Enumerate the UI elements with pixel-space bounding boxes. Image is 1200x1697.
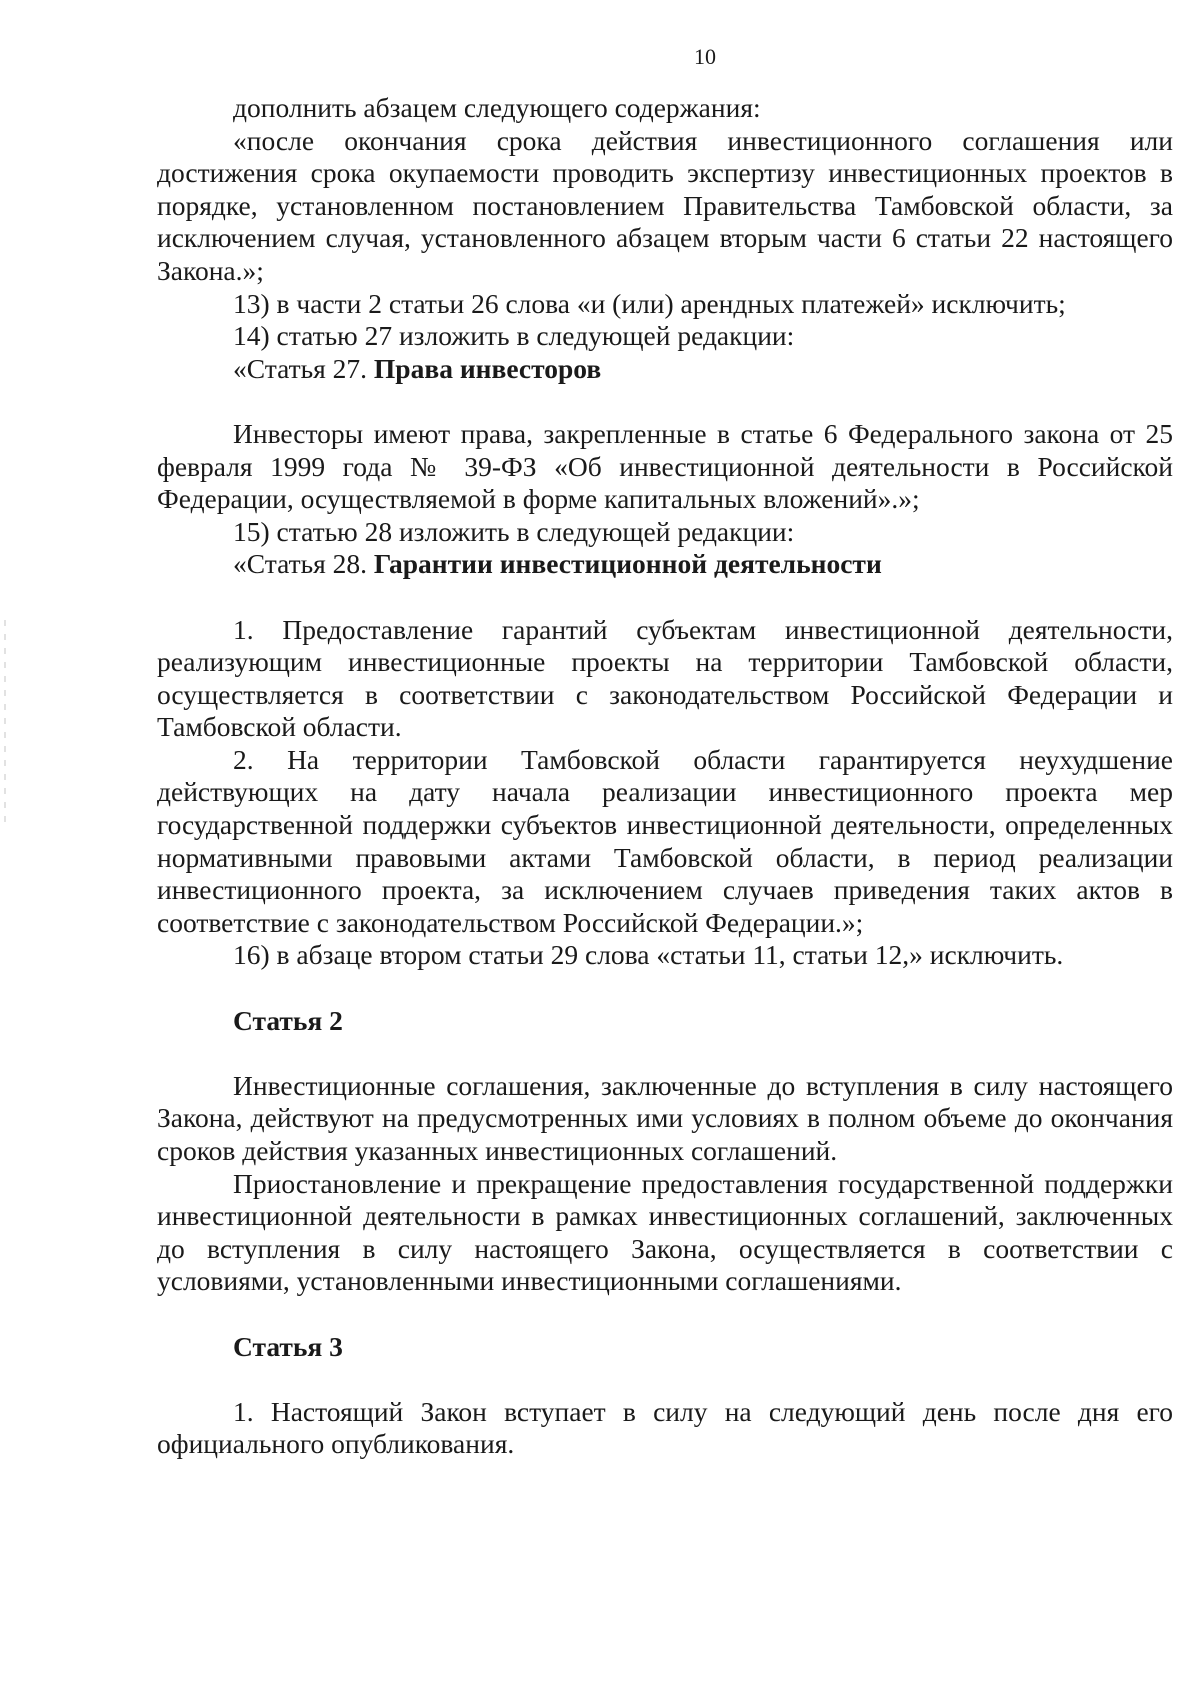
paragraph-14: 14) статью 27 изложить в следующей редакции: [233, 320, 795, 352]
article-28-title: Гарантии инвестиционной деятельности [373, 548, 882, 580]
article-3-heading: Статья 3 [233, 1330, 343, 1362]
spacer [157, 1037, 1173, 1070]
paragraph-13: 13) в части 2 статьи 26 слова «и (или) арендных платежей» исключить; [233, 287, 1066, 319]
article-27-title: Права инвесторов [373, 352, 602, 384]
paragraph-2: «после окончания срока действия инвестиционного соглашения или достижения срока окупаемости проводить экспертизу инвестиционных проектов в порядке, установленном постановлением Правительства Тамбовской области, за исключением случая, установленного абзацем вторым части 6 статьи 22 настоящего Закона.»; [157, 124, 1173, 286]
spacer [157, 581, 1173, 614]
page-number: 10 [694, 44, 716, 69]
article-28-part-2: 2. На территории Тамбовской области гарантируется неухудшение действующих на дату начала реализации инвестиционного проекта мер государственной поддержки субъектов инвестиционной деятельности, определенных нормативными правовыми актами Тамбовской области, в период реализации инвестиционного проекта, за исключением случаев приведения таких актов в соответствие с законодательством Российской Федерации.»; [157, 743, 1173, 938]
spacer [157, 1298, 1173, 1331]
article-2-paragraph-1: Инвестиционные соглашения, заключенные до вступления в силу настоящего Закона, действуют на предусмотренных ими условиях в полном объеме до окончания сроков действия указанных инвестиционных соглашений. [157, 1069, 1173, 1166]
article-3-paragraph-1: 1. Настоящий Закон вступает в силу на следующий день после дня его официального опубликования. [157, 1395, 1173, 1460]
spacer [157, 972, 1173, 1005]
paragraph-1: дополнить абзацем следующего содержания: [233, 92, 761, 123]
scan-edge-mark [4, 620, 6, 830]
article-2-paragraph-2: Приостановление и прекращение предоставления государственной поддержки инвестиционной деятельности в рамках инвестиционных соглашений, заключенных до вступления в силу настоящего Закона, осуществляется в соответствии с условиями, установленными инвестиционными соглашениями. [157, 1167, 1173, 1297]
article-27-heading [157, 353, 1173, 386]
article-28-heading [157, 548, 1173, 581]
document-body [157, 92, 1173, 1461]
article-28-part-1: 1. Предоставление гарантий субъектам инвестиционной деятельности, реализующим инвестиционные проекты на территории Тамбовской области, осуществляется в соответствии с законодательством Российской Федерации и Тамбовской области. [157, 613, 1173, 743]
paragraph-15: 15) статью 28 изложить в следующей редакции: [233, 515, 795, 547]
article-27-text: Инвесторы имеют права, закрепленные в статье 6 Федерального закона от 25 февраля 1999 года № 39-ФЗ «Об инвестиционной деятельности в Российской Федерации, осуществляемой в форме капитальных вложений».»; [157, 417, 1173, 515]
paragraph-16: 16) в абзаце втором статьи 29 слова «статьи 11, статьи 12,» исключить. [233, 939, 1064, 971]
spacer [157, 1363, 1173, 1396]
article-2-heading: Статья 2 [233, 1004, 343, 1036]
spacer [157, 385, 1173, 418]
article-27-prefix: «Статья 27. [233, 352, 374, 384]
article-28-prefix: «Статья 28. [233, 548, 374, 580]
